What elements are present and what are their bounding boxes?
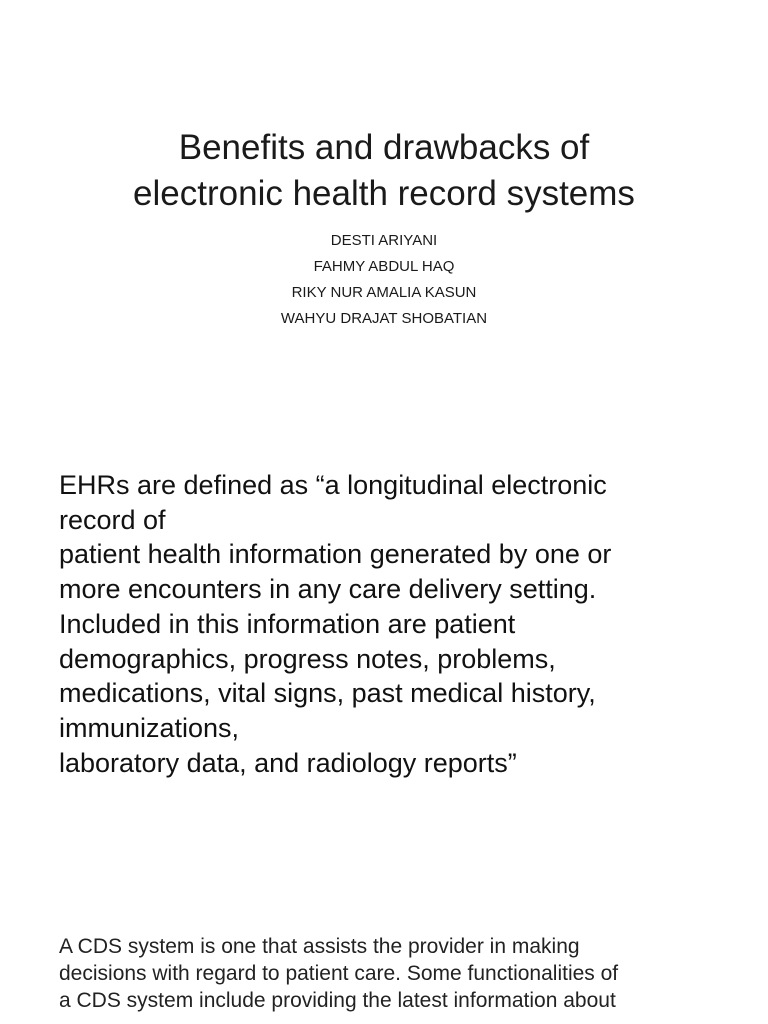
page-title	[0, 125, 768, 217]
title-line-1: Benefits and drawbacks of	[178, 128, 590, 167]
paragraph-line: record of	[59, 504, 166, 535]
author-name: FAHMY ABDUL HAQ	[313, 258, 455, 275]
paragraph-line: demographics, progress notes, problems,	[59, 643, 556, 674]
paragraph-line: EHRs are defined as “a longitudinal electronic	[59, 470, 607, 500]
author-name: RIKY NUR AMALIA KASUN	[291, 284, 477, 301]
author-name: WAHYU DRAJAT SHOBATIAN	[280, 310, 488, 327]
paragraph-line: medications, vital signs, past medical history,	[59, 678, 596, 709]
paragraph-line: laboratory data, and radiology reports”	[59, 747, 517, 778]
paragraph-line: decisions with regard to patient care. Some functionalities of	[59, 962, 619, 985]
author-list	[0, 228, 768, 332]
ehr-definition-paragraph	[59, 468, 739, 780]
paragraph-line: more encounters in any care delivery setting.	[59, 574, 597, 605]
paragraph-line: immunizations,	[59, 712, 240, 743]
paragraph-line: Included in this information are patient	[59, 608, 516, 639]
paragraph-line: a CDS system include providing the latest information about	[59, 989, 616, 1012]
author-name: DESTI ARIYANI	[330, 232, 438, 249]
title-line-2: electronic health record systems	[133, 174, 635, 213]
paragraph-line: patient health information generated by one or	[59, 539, 612, 570]
cds-system-paragraph	[59, 933, 759, 1014]
paragraph-line: A CDS system is one that assists the provider in making	[59, 935, 580, 958]
